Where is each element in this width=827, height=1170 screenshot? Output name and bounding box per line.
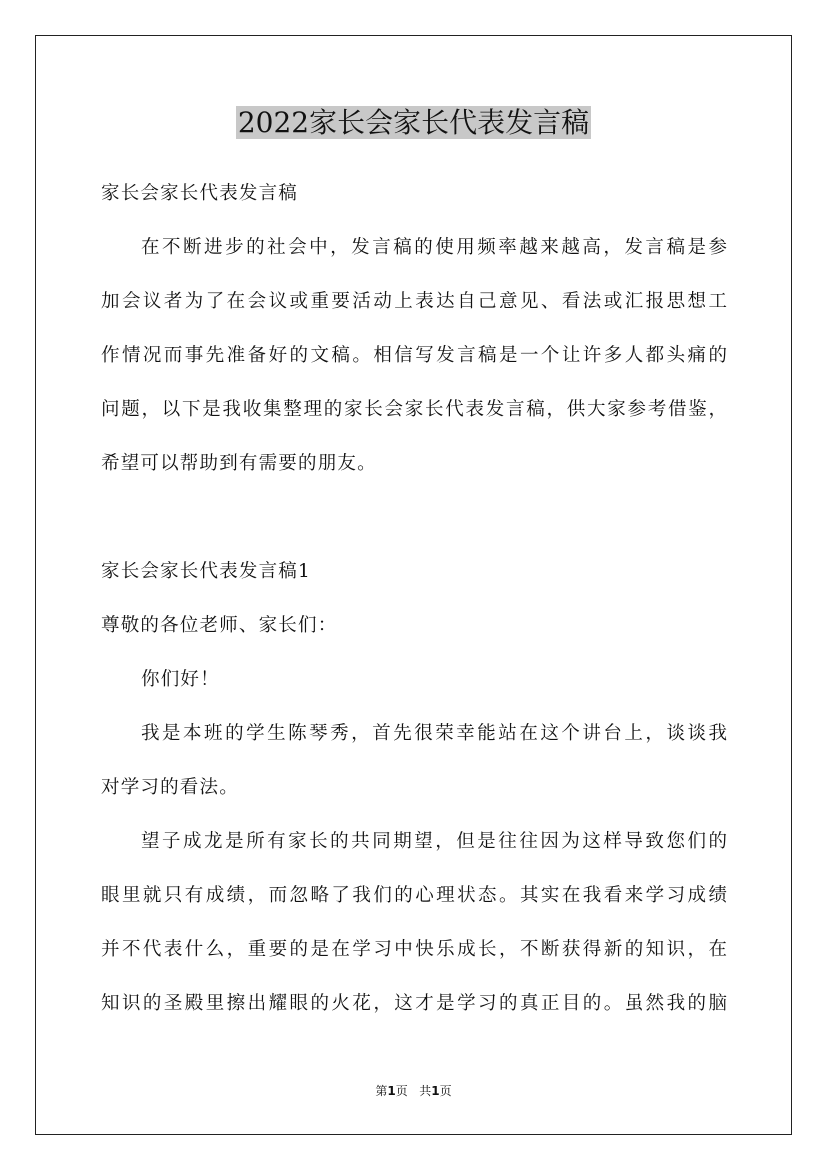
footer-total-suffix: 页 <box>439 1084 452 1098</box>
section-heading: 家长会家长代表发言稿1 <box>101 561 311 582</box>
salutation: 尊敬的各位老师、家长们： <box>101 615 338 636</box>
para2-line-2: 眼里就只有成绩，而忽略了我们的心理状态。其实在我看来学习成绩 <box>101 885 727 906</box>
footer-page-prefix: 第 <box>375 1084 388 1098</box>
footer-page-total: 1 <box>431 1084 440 1098</box>
intro-line-5: 希望可以帮助到有需要的朋友。 <box>101 453 377 474</box>
intro-line-1: 在不断进步的社会中，发言稿的使用频率越来越高，发言稿是参 <box>141 237 727 258</box>
intro-line-4: 问题，以下是我收集整理的家长会家长代表发言稿，供大家参考借鉴， <box>101 399 727 420</box>
intro-line-3: 作情况而事先准备好的文稿。相信写发言稿是一个让许多人都头痛的 <box>101 345 727 366</box>
intro-line-2: 加会议者为了在会议或重要活动上表达自己意见、看法或汇报思想工 <box>101 291 727 312</box>
footer-total-prefix: 共 <box>419 1084 432 1098</box>
document-title <box>0 103 827 143</box>
para1-line-2: 对学习的看法。 <box>101 777 239 798</box>
para2-line-4: 知识的圣殿里擦出耀眼的火花，这才是学习的真正目的。虽然我的脑 <box>101 993 727 1014</box>
document-heading: 家长会家长代表发言稿 <box>101 183 299 204</box>
document-title-text: 2022家长会家长代表发言稿 <box>237 106 590 139</box>
footer-page-suffix: 页 <box>395 1084 408 1098</box>
page-footer <box>0 1083 827 1099</box>
para2-line-3: 并不代表什么，重要的是在学习中快乐成长，不断获得新的知识，在 <box>101 939 727 960</box>
para2-line-1: 望子成龙是所有家长的共同期望，但是往往因为这样导致您们的 <box>141 831 727 852</box>
para1-line-1: 我是本班的学生陈琴秀，首先很荣幸能站在这个讲台上，谈谈我 <box>141 723 727 744</box>
greeting: 你们好！ <box>141 669 220 690</box>
footer-page-current: 1 <box>387 1084 396 1098</box>
